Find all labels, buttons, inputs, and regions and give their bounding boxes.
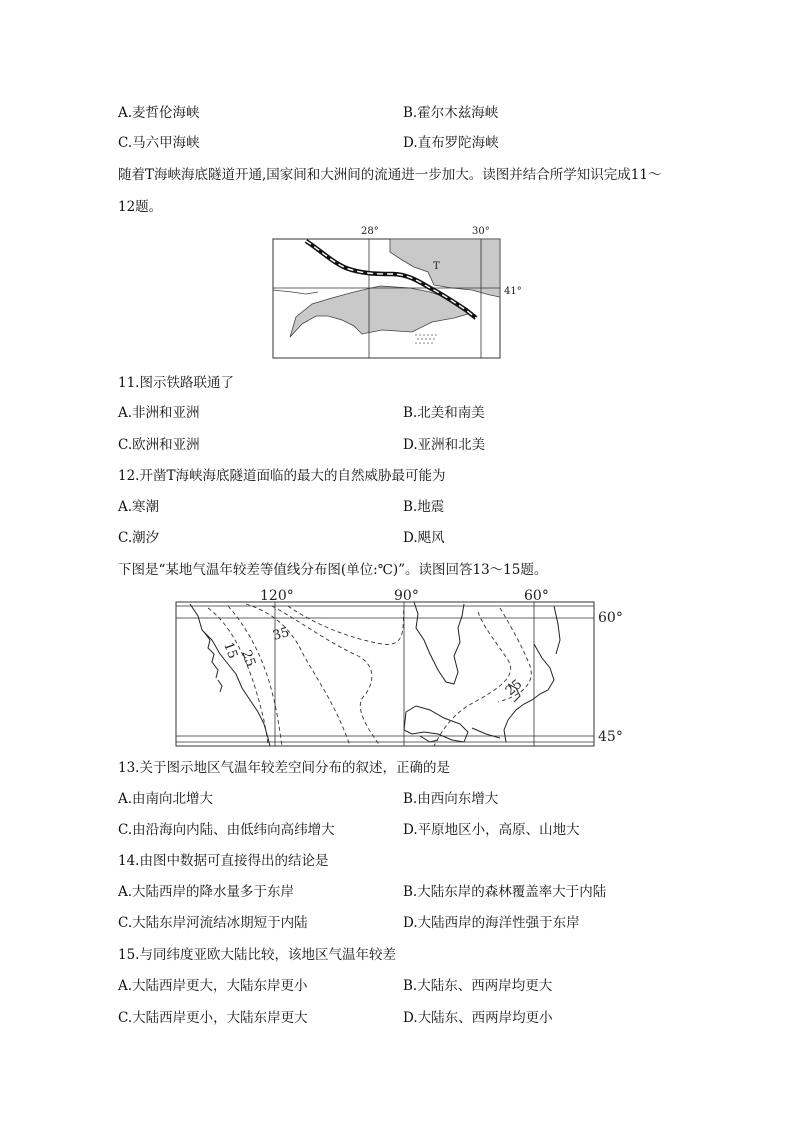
q13-option-a: A.由南向北增大: [118, 791, 214, 807]
intro-11-12-line2: 12题。: [118, 199, 163, 215]
strait-map: [262, 222, 532, 362]
map1-lon-30: 30°: [472, 226, 490, 237]
q14-option-d: D.大陆西岸的海洋性强于东岸: [403, 915, 580, 931]
option-b-prev: B.霍尔木兹海峡: [403, 105, 499, 121]
q12-stem: 12.开凿T海峡海底隧道面临的最大的自然威胁最可能为: [118, 468, 446, 484]
option-a-prev: A.麦哲伦海峡: [118, 105, 200, 121]
isoline-map: [168, 584, 628, 750]
option-c-prev: C.马六甲海峡: [118, 135, 200, 151]
q12-option-c: C.潮汐: [118, 530, 160, 546]
q12-option-d: D.飓风: [403, 530, 445, 546]
q14-option-a: A.大陆西岸的降水量多于东岸: [118, 884, 295, 900]
q11-option-d: D.亚洲和北美: [403, 437, 486, 453]
map1-lat-41: 41°: [504, 286, 522, 297]
q11-option-c: C.欧洲和亚洲: [118, 437, 200, 453]
isoline-35: 35: [271, 625, 292, 644]
map2-lat-60: 60°: [598, 610, 623, 626]
q11-option-a: A.非洲和亚洲: [118, 405, 200, 421]
intro-11-12-line1: 随着T海峡海底隧道开通,国家间和大洲间的流通进一步加大。读图并结合所学知识完成11～: [118, 167, 662, 183]
isoline-25-east: 25: [502, 676, 526, 700]
option-d-prev: D.直布罗陀海峡: [403, 135, 499, 151]
map1-lon-28: 28°: [361, 226, 379, 237]
q14-option-c: C.大陆东岸河流结冰期短于内陆: [118, 915, 308, 931]
map2-lon-120: 120°: [260, 588, 294, 604]
q11-stem: 11.图示铁路联通了: [118, 375, 234, 391]
q12-option-b: B.地震: [403, 499, 445, 515]
q15-stem: 15.与同纬度亚欧大陆比较，该地区气温年较差: [118, 947, 396, 963]
intro-13-15: 下图是“某地气温年较差等值线分布图(单位:℃)”。读图回答13～15题。: [118, 562, 548, 578]
map1-strait-t: T: [433, 261, 440, 272]
q13-option-c: C.由沿海向内陆、由低纬向高纬增大: [118, 822, 335, 838]
q12-option-a: A.寒潮: [118, 499, 160, 515]
q15-option-c: C.大陆西岸更小，大陆东岸更大: [118, 1010, 308, 1026]
q14-option-b: B.大陆东岸的森林覆盖率大于内陆: [403, 884, 607, 900]
q14-stem: 14.由图中数据可直接得出的结论是: [118, 853, 329, 869]
map2-lon-60: 60°: [524, 588, 549, 604]
q13-option-d: D.平原地区小，高原、山地大: [403, 822, 580, 838]
q13-option-b: B.由西向东增大: [403, 791, 499, 807]
q13-stem: 13.关于图示地区气温年较差空间分布的叙述，正确的是: [118, 760, 450, 776]
q15-option-a: A.大陆西岸更大，大陆东岸更小: [118, 978, 308, 994]
q11-option-b: B.北美和南美: [403, 405, 485, 421]
q15-option-d: D.大陆东、西两岸均更小: [403, 1010, 553, 1026]
isoline-15: 15: [220, 640, 240, 661]
isoline-25-west: 25: [238, 648, 258, 669]
map2-lat-45: 45°: [598, 729, 623, 745]
map2-lon-90: 90°: [394, 588, 419, 604]
q15-option-b: B.大陆东、西两岸均更大: [403, 978, 553, 994]
